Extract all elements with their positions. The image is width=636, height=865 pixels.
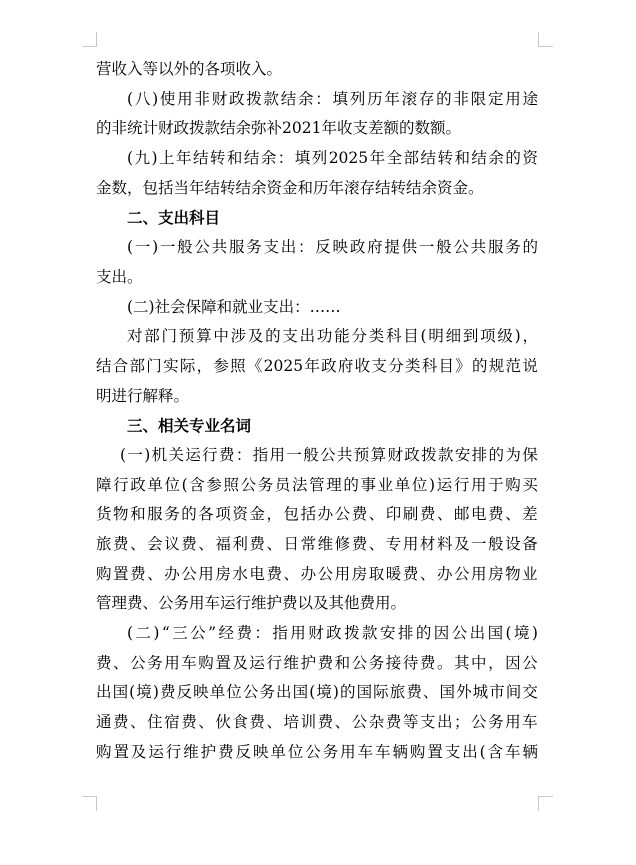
text-line: (二)社会保障和就业支出：…… (127, 297, 341, 316)
text-line: 出 国 ( 境 ) 费 反 映 单 位 公 务 出 国 ( 境 ) 的 国 际 旅 费 、 国 外 城 市 间 交 (96, 683, 538, 702)
text-line: 对 部 门 预 算 中 涉 及 的 支 出 功 能 分 类 科 目 ( 明 细 到 项 级 ) ， (127, 327, 538, 346)
text-line: 管理费、公务用车运行维护费以及其他费用。 (96, 594, 407, 613)
document-body (96, 55, 538, 768)
text-line: 障 行 政 单 位 ( 含 参 照 公 务 员 法 管 理 的 事 业 单 位 ) 运 行 用 于 购 买 (96, 475, 538, 494)
text-line: ( 一 ) 一 般 公 共 服 务 支 出 ： 反 映 政 府 提 供 一 般 公 共 服 务 的 (127, 238, 538, 257)
page-corner-mark-bottom-left (82, 796, 97, 811)
text-line: ( 二 ) “ 三 公 ” 经 费 ： 指 用 财 政 拨 款 安 排 的 因 公 出 国 ( 境 ) (127, 624, 538, 643)
text-line: 购 置 及 运 行 维 护 费 反 映 单 位 公 务 用 车 车 辆 购 置 支 出 ( 含 车 辆 (96, 742, 538, 761)
text-line: 货 物 和 服 务 的 各 项 资 金 ， 包 括 办 公 费 、 印 刷 费 、 邮 电 费 、 差 (96, 505, 538, 524)
text-line: 费 、 公 务 用 车 购 置 及 运 行 维 护 费 和 公 务 接 待 费 。 其 中 ， 因 公 (96, 653, 538, 672)
page-corner-mark-top-left (82, 32, 97, 47)
section-heading: 二、支出科目 (127, 208, 221, 228)
page-corner-mark-top-right (538, 32, 553, 47)
text-line: 旅 费 、 会 议 费 、 福 利 费 、 日 常 维 修 费 、 专 用 材 料 及 一 般 设 备 (96, 535, 538, 553)
page-corner-mark-bottom-right (538, 796, 553, 811)
text-line: 购 置 费 、 办 公 用 房 水 电 费 、 办 公 用 房 取 暖 费 、 办 公 用 房 物 业 (96, 564, 538, 583)
text-line: ( 九 ) 上 年 结 转 和 结 余 ： 填 列 2025 年 全 部 结 转 和 结 余 的 资 (127, 149, 538, 168)
text-line: 通 费 、 住 宿 费 、 伙 食 费 、 培 训 费 、 公 杂 费 等 支 出 ； 公 务 用 车 (96, 713, 538, 732)
text-line: ( 一 ) 机 关 运 行 费 ： 指 用 一 般 公 共 预 算 财 政 拨 款 安 排 的 为 保 (120, 445, 538, 464)
text-line: 的非统计财政拨款结余弥补2021年收支差额的数额。 (96, 119, 461, 138)
text-line: 金数，包括当年结转结余资金和历年滚存结转结余资金。 (96, 178, 484, 197)
text-line: ( 八 ) 使 用 非 财 政 拨 款 结 余 ： 填 列 历 年 滚 存 的 非 限 定 用 途 (127, 89, 538, 108)
text-line: 支出。 (96, 267, 143, 286)
text-line: 明进行解释。 (96, 386, 190, 405)
section-heading: 三、相关专业名词 (127, 416, 252, 436)
text-line: 结 合 部 门 实 际 ， 参 照 《 2025 年 政 府 收 支 分 类 科 目 》 的 规 范 说 (96, 356, 538, 375)
text-line: 营收入等以外的各项收入。 (96, 60, 283, 78)
